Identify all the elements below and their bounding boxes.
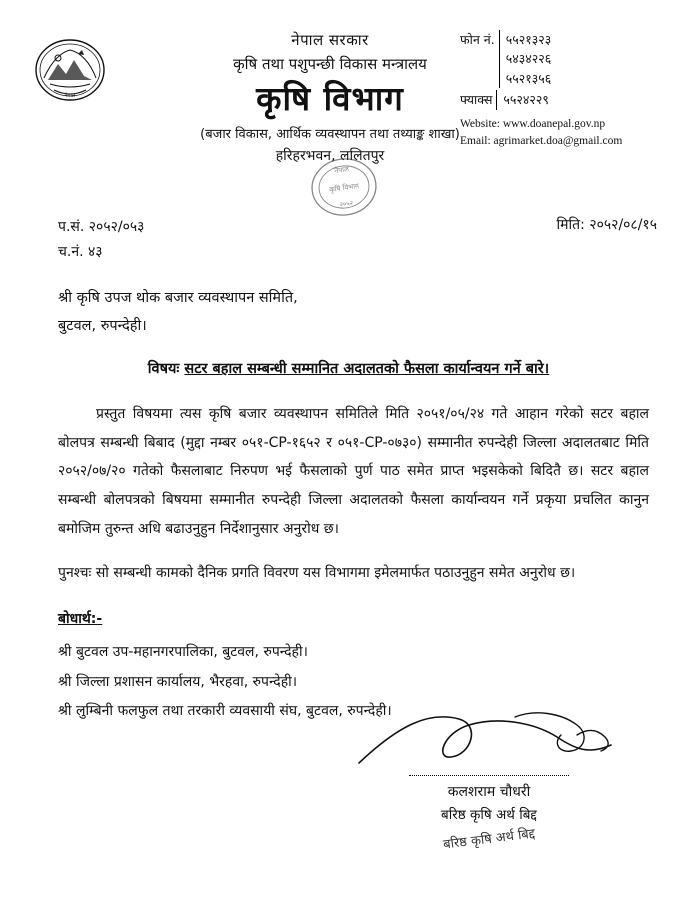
website-line: Website: www.doanepal.gov.np xyxy=(460,117,606,130)
email-line: Email: agrimarket.doa@gmail.com xyxy=(460,135,623,148)
nepal-government-emblem-icon xyxy=(34,34,106,106)
letterhead-center xyxy=(150,30,510,165)
cc-list-item: श्री लुम्बिनी फलफुल तथा तरकारी व्यवसायी संघ, बुटवल, रुपन्देही। xyxy=(58,703,392,720)
government-line: नेपाल सरकार xyxy=(291,31,369,49)
signatory-stamp: बरिष्ठ कृषि अर्थ बिद्द xyxy=(442,826,536,853)
ministry-line: कृषि तथा पशुपन्छी विकास मन्त्रालय xyxy=(233,55,427,73)
phone-number: ५५२१३२३ xyxy=(505,32,552,47)
addressee-line-1: श्री कृषि उपज थोक बजार व्यवस्थापन समिति, xyxy=(58,290,298,306)
svg-text:नेपाल: नेपाल xyxy=(64,93,76,99)
svg-text:कृषि विभाग: कृषि विभाग xyxy=(328,181,360,195)
letter-date: मिति: २०५२/०८/१५ xyxy=(556,217,657,233)
signatory-name: कलशराम चौधरी xyxy=(447,784,531,800)
office-round-seal-icon xyxy=(295,144,392,230)
reference-block xyxy=(58,215,144,265)
phone-label: फोन नं. xyxy=(460,32,495,47)
file-number: प.सं. २०५२/०५३ xyxy=(58,219,145,235)
department-title: कृषि विभाग xyxy=(256,79,404,118)
subject-line xyxy=(0,358,697,378)
addressee-line-2: बुटवल, रुपन्देही। xyxy=(58,317,147,334)
body-paragraph-2: पुनश्चः सो सम्बन्धी कामको दैनिक प्रगति विवरण यस विभागमा इमेलमार्फत पठाउनुहुन समेत अनुरोध छ। xyxy=(58,565,576,582)
body-paragraph-1: प्रस्तुत विषयमा त्यस कृषि बजार व्यवस्थापन समितिले मिति २०५१/०५/२४ गते आहान गरेको सटर बहाल बोलपत्र सम्बन्धी बिबाद (मुद्दा नम्बर ०५१-CP-१६५२ र ०५१-CP-०७३०) सम्मानीत रुपन्देही जिल्ला अदालतबाट मिति २०५२/०७/२० गतेको फैसलाबाट निरुपण भई फैसलाको पुर्ण पाठ समेत प्राप्त भइसकेको बिदितै छ। सटर बहाल सम्बन्धी बोलपत्रको बिषयमा सम्मानीत रुपन्देही जिल्ला अदालतको फैसला कार्यान्वयन गर्ने प्रकृया प्रचलित कानुन बमोजिम तुरुन्त अधि बढाउनुहुन निर्देशानुसार अनुरोध छ। xyxy=(58,406,649,537)
handwritten-signature-icon xyxy=(339,705,639,775)
cc-title: बोधार्थ:- xyxy=(58,611,103,627)
svg-text:नेपाल: नेपाल xyxy=(333,165,350,176)
phone-number: ५५२१३५६ xyxy=(505,70,552,86)
phone-numbers xyxy=(499,30,675,88)
cc-list-item: श्री बुटवल उप-महानगरपालिका, बुटवल, रुपन्देही। xyxy=(58,644,308,661)
fax-label: फ्याक्स xyxy=(460,92,493,108)
fax-number: ५५२४२२९ xyxy=(496,90,675,109)
subject-prefix: विषयः xyxy=(147,361,180,377)
svg-text:२०५२: २०५२ xyxy=(339,198,354,209)
letter-body xyxy=(58,400,649,604)
contact-block xyxy=(460,30,675,151)
phone-number: ५४३४२२६ xyxy=(505,51,552,67)
signature-rule xyxy=(409,775,569,776)
addressee-block xyxy=(58,285,298,340)
signature-block xyxy=(339,705,639,853)
cc-list-item: श्री जिल्ला प्रशासन कार्यालय, भैरहवा, रुपन्देही। xyxy=(58,673,298,690)
letterhead xyxy=(0,0,697,209)
signatory-post: बरिष्ठ कृषि अर्थ बिद्द xyxy=(441,807,537,823)
subject-text: सटर बहाल सम्बन्धी सम्मानित अदालतको फैसला कार्यान्वयन गर्ने बारे। xyxy=(184,361,550,377)
branch-line: (बजार विकास, आर्थिक व्यवस्थापन तथा तथ्याङ्क शाखा) xyxy=(200,126,460,142)
office-address: हरिहरभवन, ललितपुर xyxy=(275,147,385,164)
dispatch-number: च.नं. ४३ xyxy=(58,244,103,261)
